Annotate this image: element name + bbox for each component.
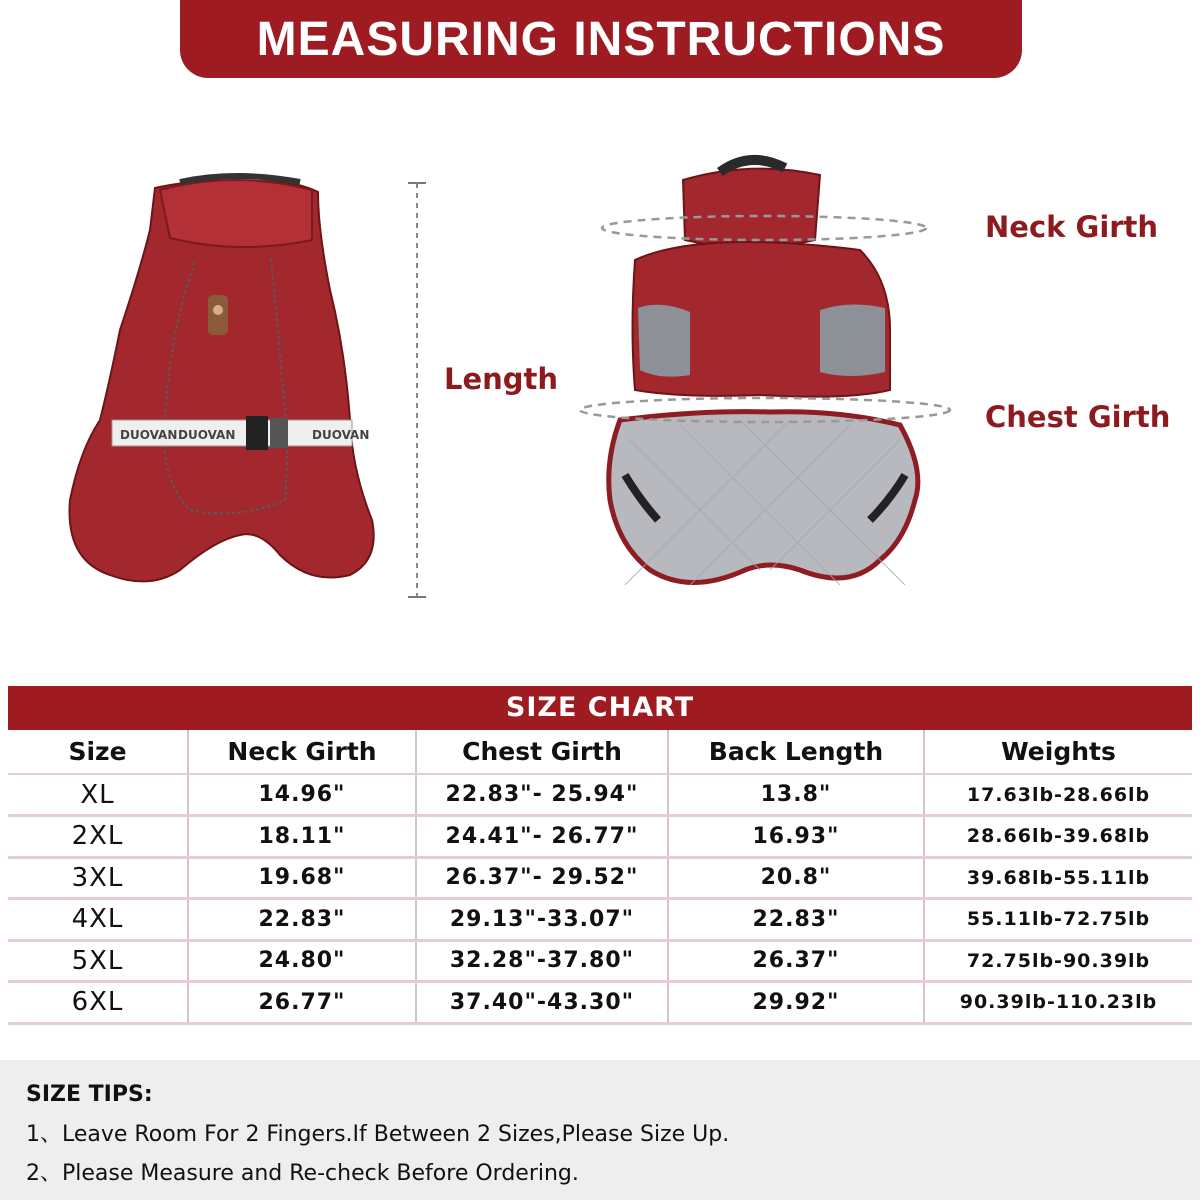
size-tips-title: SIZE TIPS: (26, 1082, 153, 1107)
table-row (8, 899, 1192, 941)
belt-label: DUOVAN (178, 428, 236, 442)
right-coat-collar (683, 169, 820, 248)
cell-weights: 72.75lb-90.39lb (924, 940, 1192, 982)
column-header-chest-girth: Chest Girth (416, 730, 668, 774)
belt-label: DUOVAN (312, 428, 370, 442)
inner-lining-right (820, 304, 885, 376)
column-header-neck-girth: Neck Girth (188, 730, 416, 774)
cell-size: 4XL (8, 899, 188, 941)
cell-chest-girth: 24.41"- 26.77" (416, 816, 668, 858)
table-row (8, 816, 1192, 858)
size-chart-header-row (8, 730, 1192, 774)
cell-weights: 55.11lb-72.75lb (924, 899, 1192, 941)
column-header-weights: Weights (924, 730, 1192, 774)
cell-chest-girth: 26.37"- 29.52" (416, 857, 668, 899)
cell-back-length: 20.8" (668, 857, 924, 899)
size-tip-item: 1、Leave Room For 2 Fingers.If Between 2 Sizes,Please Size Up. (26, 1122, 730, 1147)
size-tips-panel (0, 1060, 1200, 1200)
cell-weights: 90.39lb-110.23lb (924, 982, 1192, 1024)
cell-back-length: 29.92" (668, 982, 924, 1024)
cell-back-length: 16.93" (668, 816, 924, 858)
cell-weights: 39.68lb-55.11lb (924, 857, 1192, 899)
cell-neck-girth: 18.11" (188, 816, 416, 858)
size-chart (8, 686, 1192, 1025)
length-label: Length (444, 362, 559, 396)
table-row (8, 774, 1192, 816)
table-row (8, 857, 1192, 899)
length-dimension-line (408, 183, 426, 597)
table-row (8, 982, 1192, 1024)
cell-weights: 28.66lb-39.68lb (924, 816, 1192, 858)
page-title: MEASURING INSTRUCTIONS (256, 12, 946, 66)
reflective-belt (112, 416, 369, 450)
table-row (8, 940, 1192, 982)
cell-neck-girth: 26.77" (188, 982, 416, 1024)
size-chart-table (8, 730, 1192, 1025)
cell-neck-girth: 19.68" (188, 857, 416, 899)
column-header-size: Size (8, 730, 188, 774)
cell-neck-girth: 22.83" (188, 899, 416, 941)
belt-label: DUOVAN (120, 428, 178, 442)
cell-size: 5XL (8, 940, 188, 982)
cell-size: 3XL (8, 857, 188, 899)
coat-inside-view (609, 160, 918, 585)
size-tip-item: 2、Please Measure and Re-check Before Ordering. (26, 1161, 579, 1186)
cell-chest-girth: 37.40"-43.30" (416, 982, 668, 1024)
chest-girth-label: Chest Girth (985, 400, 1171, 434)
cell-back-length: 22.83" (668, 899, 924, 941)
cell-back-length: 13.8" (668, 774, 924, 816)
cell-size: 6XL (8, 982, 188, 1024)
left-coat-collar (160, 180, 312, 247)
neck-girth-label: Neck Girth (985, 210, 1159, 244)
right-coat-lining (609, 412, 918, 583)
cell-size: 2XL (8, 816, 188, 858)
cell-neck-girth: 14.96" (188, 774, 416, 816)
cell-back-length: 26.37" (668, 940, 924, 982)
cell-neck-girth: 24.80" (188, 940, 416, 982)
size-chart-title: SIZE CHART (8, 686, 1192, 730)
cell-chest-girth: 22.83"- 25.94" (416, 774, 668, 816)
column-header-back-length: Back Length (668, 730, 924, 774)
cell-chest-girth: 32.28"-37.80" (416, 940, 668, 982)
inner-lining-left (638, 305, 690, 377)
cell-weights: 17.63lb-28.66lb (924, 774, 1192, 816)
cell-size: XL (8, 774, 188, 816)
cell-chest-girth: 29.13"-33.07" (416, 899, 668, 941)
coat-back-view (70, 176, 374, 581)
